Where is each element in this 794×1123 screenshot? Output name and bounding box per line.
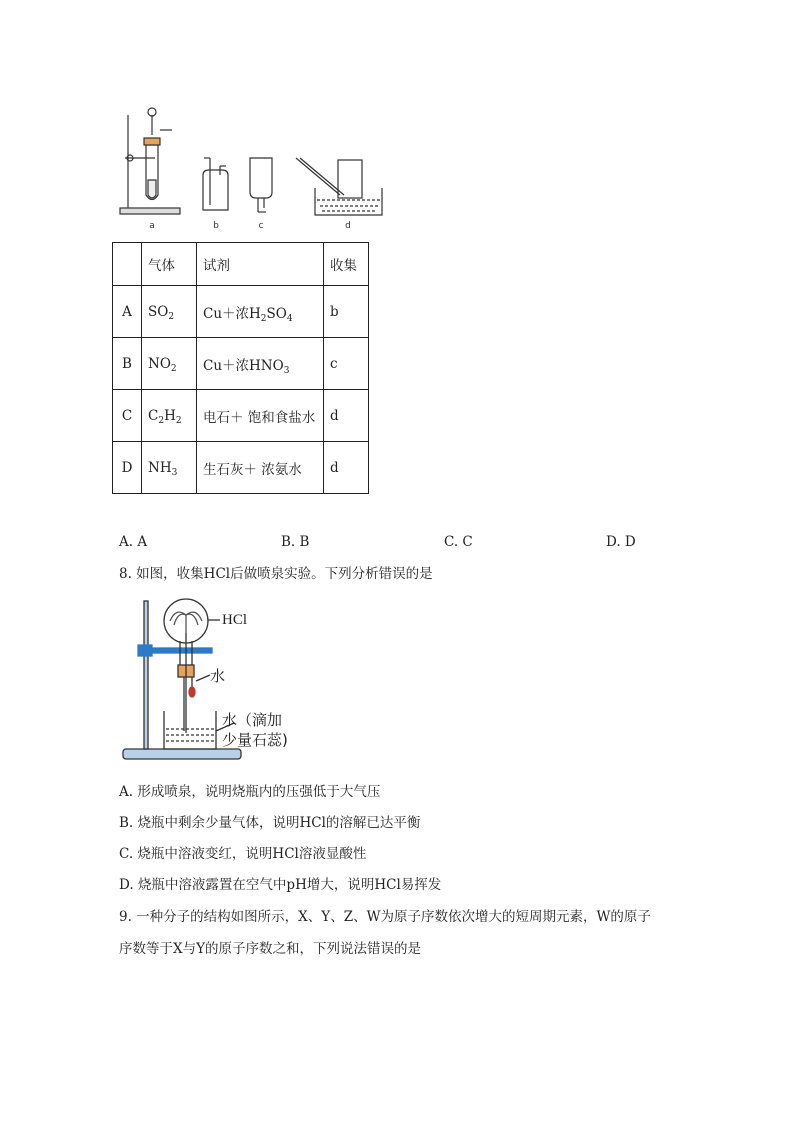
q9-stem-line1: 9. 一种分子的结构如图所示，X、Y、Z、W为原子序数依次增大的短周期元素，W的原子	[119, 909, 651, 925]
header-cell	[113, 243, 142, 286]
header-cell: 气体	[142, 243, 197, 286]
row-id: C	[113, 390, 142, 442]
water-label: 水	[210, 667, 226, 685]
table-row	[113, 442, 369, 494]
gas-reagent-table	[112, 242, 369, 494]
row-id: D	[113, 442, 142, 494]
q7-option-b[interactable]: B. B	[281, 534, 310, 550]
gas-cell: $SO_2$	[142, 286, 197, 338]
table-row	[113, 286, 369, 338]
apparatus-label-d: d	[345, 221, 351, 231]
q8-option-c[interactable]: C. 烧瓶中溶液变红，说明HCl溶液显酸性	[119, 846, 367, 862]
apparatus-label-c: c	[258, 221, 264, 231]
row-id: B	[113, 338, 142, 390]
apparatus-label-b: b	[213, 221, 219, 231]
q7-option-c[interactable]: C. C	[444, 534, 473, 550]
collect-cell: d	[324, 390, 369, 442]
header-cell: 收集	[324, 243, 369, 286]
q8-option-b[interactable]: B. 烧瓶中剩余少量气体，说明HCl的溶解已达平衡	[119, 815, 421, 831]
reagent-cell: Cu＋浓$H_2SO_4$	[197, 286, 324, 338]
table-header-row	[113, 243, 369, 286]
table-row	[113, 338, 369, 390]
reagent-cell: 生石灰＋ 浓氨水	[197, 442, 324, 494]
gas-cell: $NO_2$	[142, 338, 197, 390]
table-row	[113, 390, 369, 442]
collect-cell: b	[324, 286, 369, 338]
hcl-label: HCl	[222, 612, 248, 628]
q7-option-d[interactable]: D. D	[606, 534, 636, 550]
collect-cell: c	[324, 338, 369, 390]
collect-cell: d	[324, 442, 369, 494]
beaker-label-line2: 少量石蕊)	[222, 731, 288, 749]
row-id: A	[113, 286, 142, 338]
apparatus-label-a: a	[149, 221, 155, 231]
gas-cell: $NH_3$	[142, 442, 197, 494]
reagent-cell: Cu＋浓$HNO_3$	[197, 338, 324, 390]
q8-option-a[interactable]: A. 形成喷泉，说明烧瓶内的压强低于大气压	[119, 784, 381, 800]
q8-option-d[interactable]: D. 烧瓶中溶液露置在空气中pH增大，说明HCl易挥发	[119, 877, 442, 893]
reagent-cell: 电石＋ 饱和食盐水	[197, 390, 324, 442]
fountain-experiment-figure	[118, 593, 318, 773]
q7-option-a[interactable]: A. A	[119, 534, 148, 550]
gas-apparatus-figure	[110, 100, 390, 235]
header-cell: 试剂	[197, 243, 324, 286]
gas-cell: $C_2H_2$	[142, 390, 197, 442]
q9-stem-line2: 序数等于X与Y的原子序数之和，下列说法错误的是	[119, 941, 422, 957]
beaker-label-line1: 水（滴加	[222, 711, 283, 729]
q8-stem: 8. 如图，收集HCl后做喷泉实验。下列分析错误的是	[119, 566, 433, 582]
